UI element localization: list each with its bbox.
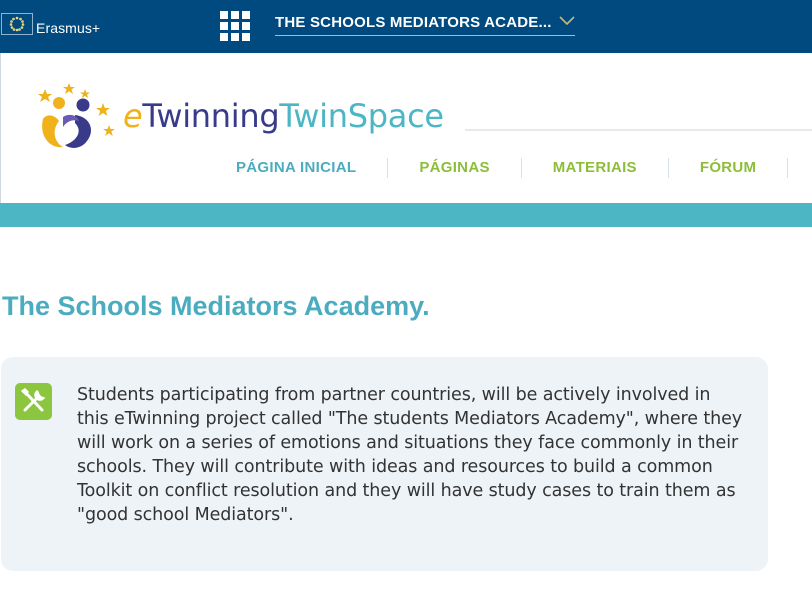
header-divider: [465, 129, 812, 131]
nav-item-materials[interactable]: MATERIAIS: [522, 158, 669, 178]
logo-word-twinning: Twinning: [142, 97, 280, 135]
header-band: [0, 203, 812, 227]
logo-prefix: e: [123, 97, 143, 135]
erasmus-label: Erasmus+: [36, 20, 101, 36]
nav-item-home[interactable]: PÁGINA INICIAL: [205, 158, 388, 178]
nav-item-forum[interactable]: FÓRUM: [669, 158, 789, 178]
tools-icon: [15, 383, 52, 420]
apps-grid-icon[interactable]: [219, 10, 251, 42]
top-bar: [0, 0, 812, 53]
eu-flag-icon: [1, 13, 33, 35]
logo-word-twinspace: TwinSpace: [279, 97, 444, 135]
project-selector-label: THE SCHOOLS MEDIATORS ACADE...: [275, 14, 552, 31]
chevron-down-icon: [559, 14, 575, 26]
project-selector[interactable]: [275, 10, 575, 36]
etwinning-logo-text[interactable]: [123, 97, 444, 135]
project-description: Students participating from partner countries, will be actively involved in this eTwinning project called "The students Mediators Academy", where they will work on a series of emotions and situations they face commonly in their schools. They will contribute with ideas and resources to build a common Toolkit on conflict resolution and they will have study cases to train them as "good school Mediators".: [77, 385, 743, 525]
main-nav: [205, 153, 788, 183]
site-header: [0, 53, 812, 203]
etwinning-logo-icon[interactable]: [29, 79, 121, 155]
project-description-card: [1, 357, 768, 571]
nav-item-pages[interactable]: PÁGINAS: [388, 158, 521, 178]
page-title: The Schools Mediators Academy.: [2, 291, 430, 321]
